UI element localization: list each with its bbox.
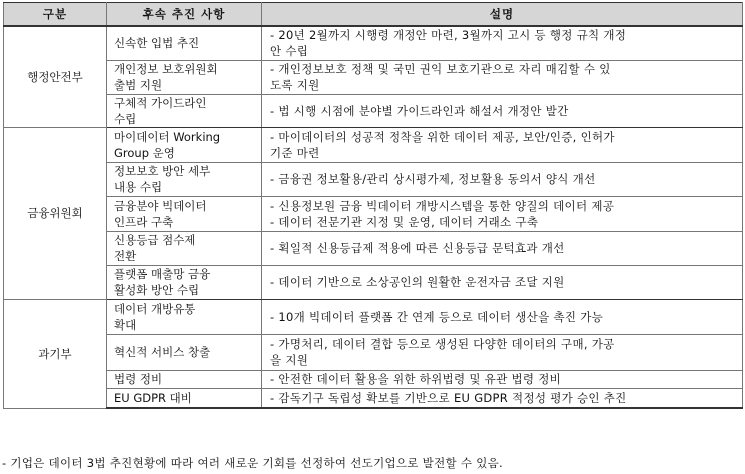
description-line: - 금융권 정보활용/관리 상시평가제, 정보활용 동의서 양식 개선 (270, 172, 596, 186)
description-line: 을 지원 (270, 353, 309, 367)
task-line: 구체적 가이드라인 (114, 95, 207, 110)
table-row (4, 299, 743, 334)
task-cell (107, 127, 262, 162)
task-line: 데이터 개방유통 (114, 301, 196, 316)
category-cell: 과기부 (4, 299, 107, 408)
task-line: 개인정보 보호위원회 (114, 62, 218, 76)
task-line: 인프라 구축 (114, 214, 174, 229)
description-line: 안 수립 (270, 44, 309, 59)
category-cell: 행정안전부 (4, 26, 107, 127)
task-cell (107, 265, 262, 299)
table-row (4, 370, 743, 388)
task-line: 내용 수립 (114, 180, 163, 194)
description-line: - 안전한 데이터 활용을 위한 하위법령 및 유관 법령 정비 (270, 372, 562, 386)
description-cell (262, 334, 743, 370)
task-line: 혁신적 서비스 창출 (114, 345, 211, 359)
description-cell (262, 370, 743, 388)
header-description: 설명 (262, 3, 743, 27)
footnote: - 기업은 데이터 3법 추진현황에 따라 여러 새로운 기회를 선정하여 선도기업으로 발전할 수 있음. (2, 456, 503, 470)
header-task: 후속 추진 사항 (107, 3, 262, 27)
description-cell (262, 94, 743, 127)
task-line: 플랫폼 매출망 금융 (114, 267, 211, 281)
description-line: - 20년 2월까지 시행령 개정안 마련, 3월까지 고시 등 행정 규칙 개정 (270, 28, 627, 43)
description-cell (262, 265, 743, 299)
task-cell (107, 299, 262, 334)
table-header-row (4, 3, 743, 27)
description-cell (262, 26, 743, 60)
description-cell (262, 231, 743, 265)
header-category: 구분 (4, 3, 107, 27)
description-cell (262, 162, 743, 196)
description-line: - 마이데이터의 성공적 정착을 위한 데이터 제공, 보안/인증, 인허가 (270, 129, 615, 144)
task-line: 정보보호 방안 세부 (114, 164, 211, 178)
table-row (4, 388, 743, 408)
table-row (4, 231, 743, 265)
task-cell (107, 94, 262, 127)
task-cell (107, 334, 262, 370)
task-line: Group 운영 (114, 145, 175, 160)
task-line: 신용등급 점수제 (114, 233, 196, 247)
task-line: EU GDPR 대비 (114, 390, 192, 405)
description-line: 도록 지원 (270, 78, 320, 92)
table-row (4, 196, 743, 231)
task-line: 법령 정비 (114, 372, 163, 386)
description-cell (262, 388, 743, 408)
description-line: - 데이터 전문기관 지정 및 운영, 데이터 거래소 구축 (270, 214, 539, 229)
table-row (4, 334, 743, 370)
task-line: 신속한 입법 추진 (114, 36, 200, 51)
category-cell: 금융위원회 (4, 127, 107, 299)
policy-table (3, 2, 743, 409)
description-line: - 획일적 신용등급제 적용에 따른 신용등급 문턱효과 개선 (270, 241, 565, 255)
description-line: - 가명처리, 데이터 결합 등으로 생성된 다양한 데이터의 구매, 가공 (270, 337, 615, 351)
table-row (4, 26, 743, 60)
task-cell (107, 162, 262, 196)
table-row (4, 162, 743, 196)
task-cell (107, 231, 262, 265)
task-cell (107, 196, 262, 231)
description-cell (262, 299, 743, 334)
description-line: - 데이터 기반으로 소상공인의 원활한 운전자금 조달 지원 (270, 275, 565, 289)
description-cell (262, 60, 743, 94)
task-line: 확대 (114, 317, 137, 332)
table-row (4, 265, 743, 299)
task-line: 수립 (114, 111, 137, 126)
task-line: 출범 지원 (114, 78, 163, 92)
description-line: - 신용정보원 금융 빅데이터 개방시스템을 통한 양질의 데이터 제공 (270, 198, 615, 213)
task-cell (107, 60, 262, 94)
table-body (4, 26, 743, 408)
task-line: 마이데이터 Working (114, 129, 221, 144)
task-line: 활성화 방안 수립 (114, 283, 200, 297)
description-cell (262, 127, 743, 162)
description-line: 기준 마련 (270, 145, 320, 160)
task-cell (107, 370, 262, 388)
table-row (4, 127, 743, 162)
description-cell (262, 196, 743, 231)
task-line: 금융분야 빅데이터 (114, 198, 207, 213)
table-row (4, 94, 743, 127)
task-line: 전환 (114, 249, 137, 263)
task-cell (107, 26, 262, 60)
description-line: - 법 시행 시점에 분야별 가이드라인과 해설서 개정안 발간 (270, 103, 569, 118)
task-cell (107, 388, 262, 408)
table-row (4, 60, 743, 94)
description-line: - 개인정보보호 정책 및 국민 권익 보호기관으로 자리 매김할 수 있 (270, 62, 611, 76)
description-line: - 10개 빅데이터 플랫폼 간 연계 등으로 데이터 생산을 촉진 가능 (270, 309, 604, 324)
description-line: - 감독기구 독립성 확보를 기반으로 EU GDPR 적정성 평가 승인 추진 (270, 390, 627, 405)
